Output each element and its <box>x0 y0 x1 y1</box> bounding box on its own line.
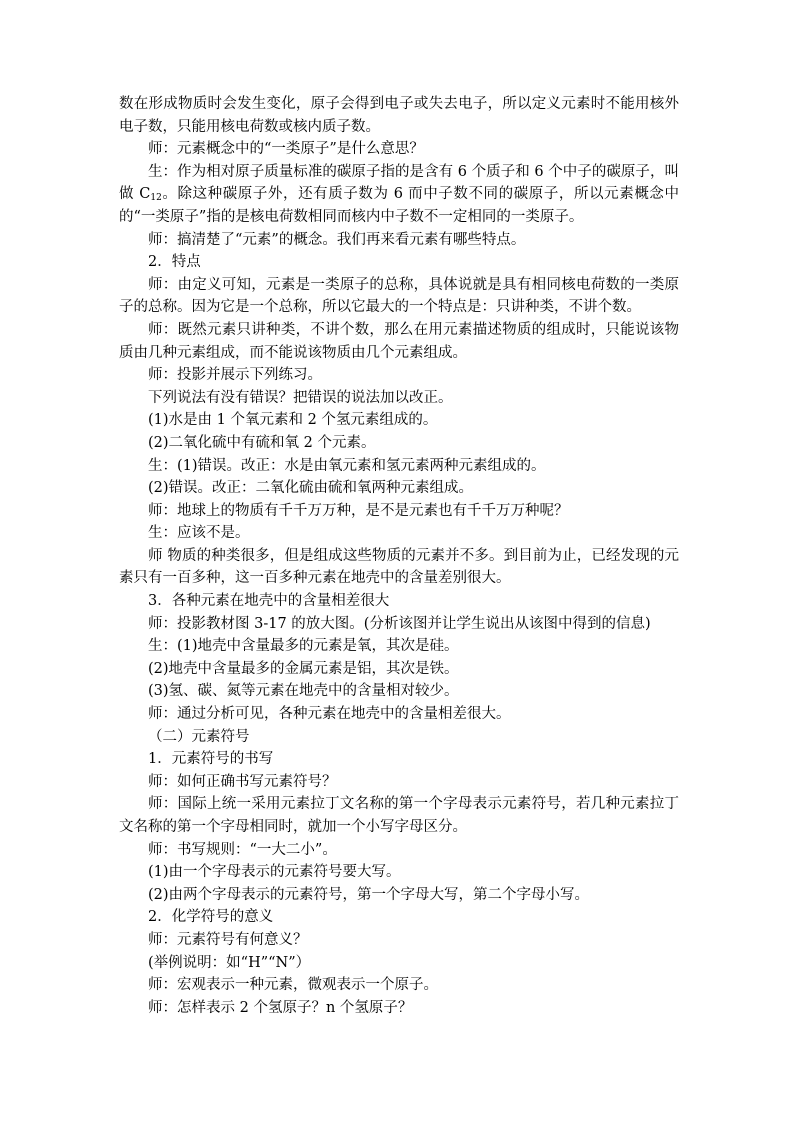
exercise-item: (1)水是由 1 个氧元素和 2 个氢元素组成的。 <box>148 412 438 429</box>
paragraph: 师：由定义可知，元素是一类原子的总称，具体说就是具有相同核电荷数的一类原子的总称。因为它是一个总称，所以它最大的一个特点是：只讲种类，不讲个数。 <box>119 276 679 316</box>
exercise-item: (2)二氧化硫中有硫和氧 2 个元素。 <box>148 434 376 451</box>
paragraph: 师：元素符号有何意义？ <box>148 931 308 948</box>
paragraph: 生：应该不是。 <box>148 525 250 542</box>
section-heading: 2．化学符号的意义 <box>148 909 274 926</box>
paragraph: (举例说明：如“H”“N”） <box>148 954 311 971</box>
paragraph: 师：搞清楚了“元素”的概念。我们再来看元素有哪些特点。 <box>148 231 526 248</box>
paragraph: 师：地球上的物质有千千万万种，是不是元素也有千千万万种呢？ <box>148 502 569 519</box>
paragraph: 师：宏观表示一种元素，微观表示一个原子。 <box>148 977 438 994</box>
paragraph-text-before: 生：作为相对原子质量标准的碳原子指的是含有 6 个质子和 6 个中子的碳原子，叫做 C <box>119 163 679 203</box>
paragraph: 师：书写规则：“一大二小”。 <box>148 841 337 858</box>
paragraph: (2)地壳中含量最多的金属元素是铝，其次是铁。 <box>148 660 459 677</box>
paragraph: 师：国际上统一采用元素拉丁文名称的第一个字母表示元素符号，若几种元素拉丁文名称的第一个字母相同时，就加一个小写字母区分。 <box>119 796 679 835</box>
paragraph-text-after: 。除这种碳原子外，还有质子数为 6 而中子数不同的碳原子，所以元素概念中的“一类原子”指的是核电荷数相同而核内中子数不一定相同的一类原子。 <box>119 186 679 225</box>
paragraph: (2)由两个字母表示的元素符号，第一个字母大写，第二个字母小写。 <box>148 886 590 903</box>
paragraph: 师：如何正确书写元素符号？ <box>148 773 337 790</box>
section-heading: 3．各种元素在地壳中的含量相差很大 <box>148 593 390 610</box>
paragraph: 师：既然元素只讲种类，不讲个数，那么在用元素描述物质的组成时，只能说该物质由几种元素组成，而不能说该物质由几个元素组成。 <box>119 321 679 361</box>
paragraph-with-subscript <box>119 161 679 229</box>
paragraph: 生：(1)错误。改正：水是由氧元素和氢元素两种元素组成的。 <box>148 457 546 474</box>
paragraph: (1)由一个字母表示的元素符号要大写。 <box>148 864 401 881</box>
section-heading: （二）元素符号 <box>148 728 250 745</box>
paragraph: (3)氢、碳、氮等元素在地壳中的含量相对较少。 <box>148 683 459 700</box>
subscript-mass-number: 12 <box>150 193 162 204</box>
paragraph: 师：怎样表示 2 个氢原子？n 个氢原子？ <box>148 999 413 1016</box>
paragraph: 师：投影并展示下列练习。 <box>148 367 322 384</box>
paragraph: 师 物质的种类很多，但是组成这些物质的元素并不多。到目前为止，已经发现的元素只有一百多种，这一百多种元素在地壳中的含量差别很大。 <box>119 547 679 587</box>
paragraph: (2)错误。改正：二氧化硫由硫和氧两种元素组成。 <box>148 480 474 497</box>
paragraph: 师：元素概念中的“一类原子”是什么意思？ <box>148 141 424 158</box>
paragraph: 师：通过分析可见，各种元素在地壳中的含量相差很大。 <box>148 706 511 723</box>
paragraph: 生：(1)地壳中含量最多的元素是氧，其次是硅。 <box>148 638 459 655</box>
section-heading: 1．元素符号的书写 <box>148 751 274 768</box>
paragraph: 数在形成物质时会发生变化，原子会得到电子或失去电子，所以定义元素时不能用核外电子数，只能用核电荷数或核内质子数。 <box>119 96 679 135</box>
exercise-prompt: 下列说法有没有错误？把错误的说法加以改正。 <box>148 389 453 406</box>
document-body <box>119 93 679 1019</box>
paragraph: 师：投影教材图 3-17 的放大图。(分析该图并让学生说出从该图中得到的信息) <box>148 615 651 632</box>
section-heading: 2．特点 <box>148 254 201 271</box>
